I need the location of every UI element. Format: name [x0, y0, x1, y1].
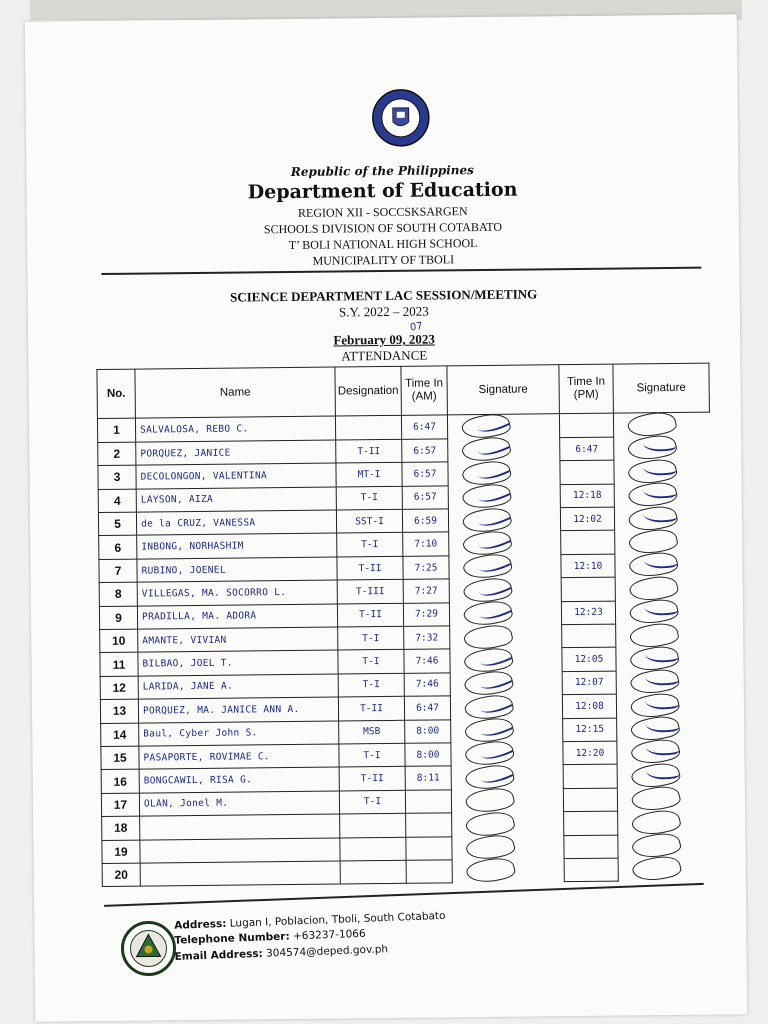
col-header-designation: Designation	[335, 366, 402, 416]
attendance-table	[96, 363, 714, 888]
row-time-am	[406, 860, 452, 884]
row-time-pm	[561, 577, 615, 601]
table-row	[102, 857, 714, 887]
row-number: 6	[99, 536, 137, 560]
header-department: Department of Education	[247, 178, 518, 204]
attendance-sheet	[25, 14, 747, 1021]
footer-email: Email Address: 304574@deped.gov.ph	[174, 943, 389, 964]
row-name: AMANTE, VIVIAN	[138, 627, 338, 652]
row-designation: T-II	[336, 439, 402, 463]
row-time-pm	[559, 413, 613, 437]
row-time-pm	[564, 858, 618, 882]
row-number: 11	[100, 653, 138, 677]
row-time-pm	[564, 811, 618, 835]
row-time-am: 6:57	[402, 462, 448, 486]
row-time-am: 6:57	[402, 486, 448, 510]
handwritten-signature	[479, 761, 516, 789]
handwritten-signature	[645, 692, 680, 711]
row-number: 2	[98, 442, 136, 466]
row-time-pm: 12:20	[563, 741, 617, 765]
row-time-pm	[560, 460, 614, 484]
row-designation	[340, 837, 406, 861]
row-signature-am	[465, 854, 517, 887]
col-header-name: Name	[135, 367, 336, 418]
row-designation: T-I	[339, 743, 405, 767]
row-time-pm	[562, 624, 616, 648]
row-number: 14	[101, 723, 139, 747]
row-designation: T-I	[339, 790, 405, 814]
header-region: REGION XII - SOCCSKSARGEN	[297, 204, 468, 220]
row-name: INBONG, NORHASHIM	[137, 533, 337, 558]
row-time-am: 7:46	[404, 673, 450, 697]
date-correction: 07	[409, 320, 424, 334]
header-division: SCHOOLS DIVISION OF SOUTH COTABATO	[263, 219, 503, 237]
meeting-date: February 09, 2023	[333, 331, 435, 348]
row-time-am	[406, 836, 452, 860]
handwritten-signature	[644, 668, 679, 687]
footer-address: Address: Lugan I, Poblacion, Tboli, South Cotabato	[174, 909, 446, 932]
row-time-am: 8:11	[405, 766, 451, 790]
row-number: 18	[102, 816, 140, 840]
row-number: 1	[97, 418, 135, 442]
row-designation: T-I	[338, 650, 404, 674]
row-designation: MT-I	[336, 463, 402, 487]
row-designation: T-I	[336, 486, 402, 510]
row-time-am: 7:29	[403, 602, 449, 626]
row-time-am: 7:27	[403, 579, 449, 603]
handwritten-signature	[645, 715, 680, 734]
document-title: SCIENCE DEPARTMENT LAC SESSION/MEETING	[230, 286, 538, 305]
row-name: VILLEGAS, MA. SOCORRO L.	[137, 580, 337, 605]
row-number: 12	[100, 676, 138, 700]
row-designation	[340, 860, 406, 884]
row-number: 7	[99, 559, 137, 583]
col-header-time-pm: Time In (PM)	[559, 364, 614, 414]
col-header-no: No.	[97, 369, 136, 418]
row-time-pm: 12:08	[562, 694, 616, 718]
row-designation: SST-I	[336, 509, 402, 533]
row-name	[140, 814, 340, 839]
row-signature-pm	[631, 853, 683, 886]
row-designation: MSB	[339, 720, 405, 744]
row-time-pm: 12:07	[562, 671, 616, 695]
handwritten-signature	[645, 739, 680, 758]
row-name: SALVALOSA, REBO C.	[135, 416, 335, 442]
row-name: PORQUEZ, JANICE	[136, 440, 336, 465]
row-designation: T-III	[337, 580, 403, 604]
handwritten-signature	[642, 481, 677, 500]
school-logo-icon	[120, 920, 177, 977]
row-name: OLAN, Jonel M.	[139, 791, 339, 816]
row-time-pm: 6:47	[560, 437, 614, 461]
row-time-am: 6:57	[402, 439, 448, 463]
row-designation: T-II	[338, 697, 404, 721]
row-number: 3	[98, 465, 136, 489]
row-number: 19	[102, 840, 140, 864]
row-time-pm	[563, 788, 617, 812]
row-time-pm: 12:18	[560, 484, 614, 508]
row-number: 17	[101, 793, 139, 817]
row-name: de la CRUZ, VANESSA	[136, 510, 336, 535]
row-name: PRADILLA, MA. ADORA	[137, 604, 337, 629]
row-time-am: 7:32	[404, 626, 450, 650]
handwritten-signature	[645, 762, 680, 781]
row-designation: T-II	[339, 767, 405, 791]
row-name: RUBINO, JOENEL	[137, 557, 337, 582]
row-name	[140, 861, 340, 886]
row-number: 13	[100, 699, 138, 723]
row-time-pm	[561, 531, 615, 555]
footer-divider	[104, 883, 704, 907]
row-name: DECOLONGON, VALENTINA	[136, 463, 336, 488]
row-designation: T-I	[337, 533, 403, 557]
handwritten-signature	[642, 435, 677, 454]
table-header-row	[97, 363, 709, 418]
row-name: PORQUEZ, MA. JANICE ANN A.	[138, 697, 338, 722]
row-number: 8	[99, 582, 137, 606]
row-time-am	[405, 790, 451, 814]
handwritten-signature	[642, 458, 677, 477]
handwritten-signature	[643, 505, 678, 524]
row-time-am: 7:10	[403, 532, 449, 556]
row-number: 5	[98, 512, 136, 536]
col-header-signature-pm: Signature	[613, 363, 710, 413]
row-time-pm: 12:10	[561, 554, 615, 578]
row-designation	[335, 415, 401, 440]
col-header-time-am: Time In (AM)	[401, 366, 448, 415]
row-number: 10	[100, 629, 138, 653]
row-time-am: 8:00	[405, 719, 451, 743]
row-name	[140, 838, 340, 863]
row-number: 4	[98, 489, 136, 513]
row-time-am: 7:25	[403, 556, 449, 580]
row-time-pm: 12:15	[563, 718, 617, 742]
row-time-pm: 12:05	[562, 648, 616, 672]
row-name: BILBAO, JOEL T.	[138, 650, 338, 675]
row-number: 15	[101, 746, 139, 770]
row-time-am: 6:59	[402, 509, 448, 533]
header-republic: Republic of the Philippines	[290, 163, 474, 179]
row-designation: T-II	[337, 556, 403, 580]
handwritten-signature	[643, 552, 678, 571]
row-name: LAYSON, AIZA	[136, 487, 336, 512]
attendance-subtitle: ATTENDANCE	[341, 347, 428, 364]
deped-seal-icon	[370, 88, 431, 149]
handwritten-signature	[644, 598, 679, 617]
row-name: Baul, Cyber John S.	[139, 721, 339, 746]
row-number: 20	[102, 863, 140, 887]
row-time-am	[406, 813, 452, 837]
row-number: 9	[99, 606, 137, 630]
school-year: S.Y. 2022 – 2023	[338, 303, 429, 320]
row-time-pm	[563, 764, 617, 788]
row-designation	[340, 813, 406, 837]
col-header-signature-am: Signature	[447, 365, 560, 415]
row-name: LARIDA, JANE A.	[138, 674, 338, 699]
row-time-pm: 12:23	[561, 601, 615, 625]
header-municipality: MUNICIPALITY OF TBOLI	[312, 252, 455, 268]
row-designation: T-II	[337, 603, 403, 627]
row-time-pm: 12:02	[560, 507, 614, 531]
row-time-am: 6:47	[404, 696, 450, 720]
row-name: PASAPORTE, ROVIMAE C.	[139, 744, 339, 769]
footer-phone: Telephone Number: +63237-1066	[174, 927, 366, 947]
header-school: T’ BOLI NATIONAL HIGH SCHOOL	[288, 236, 478, 253]
row-time-am: 7:46	[404, 649, 450, 673]
handwritten-signature	[644, 645, 679, 664]
row-time-am: 6:47	[401, 415, 447, 439]
row-time-pm	[564, 835, 618, 859]
row-designation: T-I	[338, 673, 404, 697]
row-designation: T-I	[338, 626, 404, 650]
row-time-am: 8:00	[405, 743, 451, 767]
row-name: BONGCAWIL, RISA G.	[139, 767, 339, 792]
row-number: 16	[101, 769, 139, 793]
